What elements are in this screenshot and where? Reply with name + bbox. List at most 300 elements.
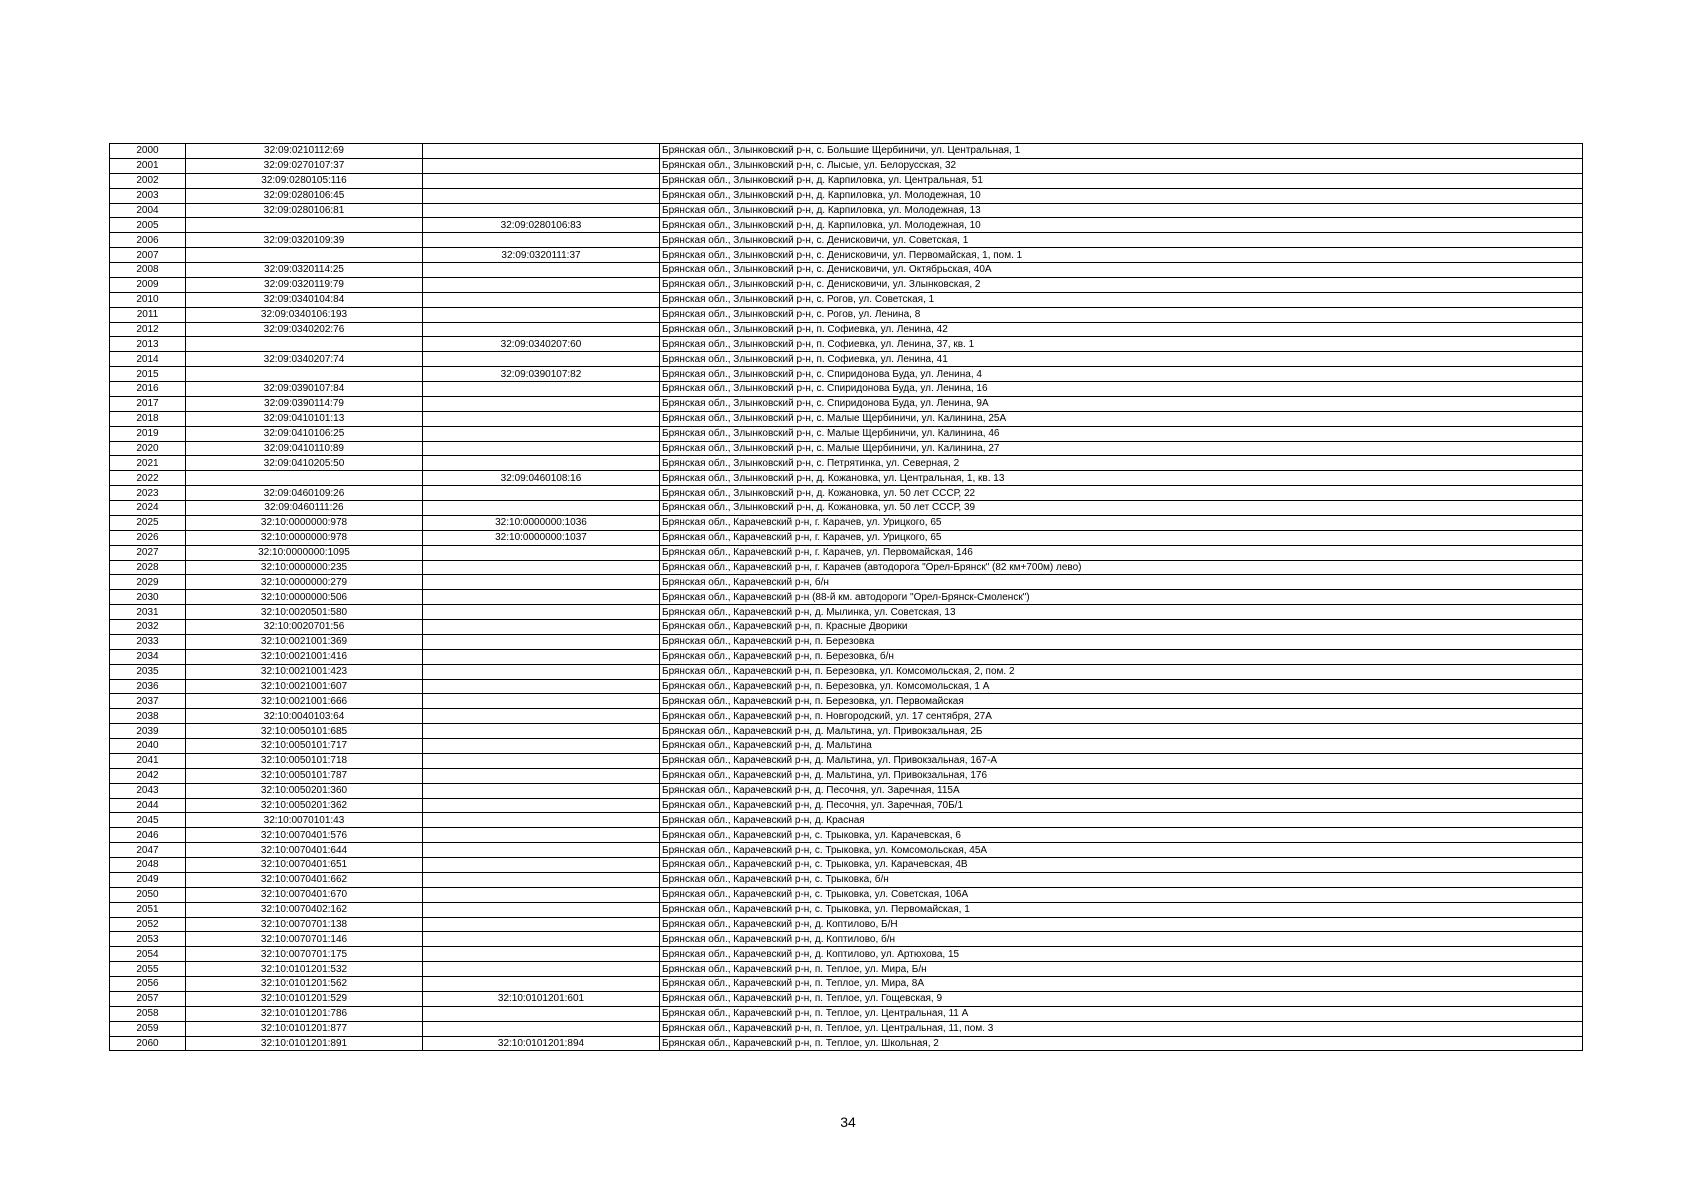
cadastral-number-cell: 32:10:0050101:685 — [186, 724, 423, 739]
object-number-cell — [423, 575, 660, 590]
object-number-cell: 32:10:0000000:1036 — [423, 515, 660, 530]
cadastral-number-cell: 32:09:0270107:37 — [186, 158, 423, 173]
row-number-cell: 2051 — [110, 902, 186, 917]
address-cell: Брянская обл., Карачевский р-н, п. Березовка, ул. Первомайская — [660, 694, 1583, 709]
cadastral-number-cell: 32:10:0021001:416 — [186, 649, 423, 664]
cadastral-number-cell: 32:10:0021001:666 — [186, 694, 423, 709]
object-number-cell — [423, 798, 660, 813]
address-cell: Брянская обл., Карачевский р-н, г. Карачев, ул. Урицкого, 65 — [660, 530, 1583, 545]
row-number-cell: 2024 — [110, 501, 186, 516]
address-cell: Брянская обл., Карачевский р-н, п. Красные Дворики — [660, 620, 1583, 635]
object-number-cell — [423, 649, 660, 664]
cadastral-number-cell: 32:09:0340104:84 — [186, 292, 423, 307]
table-row — [110, 456, 1583, 471]
page-number: 34 — [840, 1114, 856, 1130]
address-cell: Брянская обл., Злынковский р-н, д. Карпиловка, ул. Молодежная, 13 — [660, 203, 1583, 218]
cadastral-number-cell: 32:10:0050101:718 — [186, 753, 423, 768]
object-number-cell — [423, 158, 660, 173]
table-row — [110, 932, 1583, 947]
address-cell: Брянская обл., Карачевский р-н, п. Теплое, ул. Гощевская, 9 — [660, 991, 1583, 1006]
cadastral-number-cell: 32:09:0280106:81 — [186, 203, 423, 218]
cadastral-number-cell: 32:10:0101201:786 — [186, 1006, 423, 1021]
cadastral-number-cell — [186, 248, 423, 263]
table-row — [110, 679, 1583, 694]
table-row — [110, 768, 1583, 783]
object-number-cell — [423, 783, 660, 798]
object-number-cell — [423, 173, 660, 188]
row-number-cell: 2054 — [110, 947, 186, 962]
address-cell: Брянская обл., Карачевский р-н, п. Теплое, ул. Центральная, 11, пом. 3 — [660, 1021, 1583, 1036]
object-number-cell: 32:09:0280106:83 — [423, 218, 660, 233]
object-number-cell — [423, 322, 660, 337]
address-cell: Брянская обл., Карачевский р-н, п. Теплое, ул. Мира, 8А — [660, 977, 1583, 992]
row-number-cell: 2038 — [110, 709, 186, 724]
cadastral-number-cell: 32:09:0390107:84 — [186, 382, 423, 397]
cadastral-number-cell: 32:10:0000000:279 — [186, 575, 423, 590]
table-row — [110, 694, 1583, 709]
row-number-cell: 2058 — [110, 1006, 186, 1021]
object-number-cell — [423, 709, 660, 724]
table-row — [110, 590, 1583, 605]
object-number-cell — [423, 456, 660, 471]
row-number-cell: 2055 — [110, 962, 186, 977]
table-row — [110, 173, 1583, 188]
cadastral-number-cell: 32:09:0280105:116 — [186, 173, 423, 188]
address-cell: Брянская обл., Карачевский р-н, д. Коптилово, б/н — [660, 932, 1583, 947]
object-number-cell — [423, 664, 660, 679]
address-cell: Брянская обл., Карачевский р-н, г. Карачев (автодорога "Орел-Брянск" (82 км+700м) лево) — [660, 560, 1583, 575]
table-row — [110, 724, 1583, 739]
cadastral-number-cell: 32:09:0320114:25 — [186, 263, 423, 278]
row-number-cell: 2006 — [110, 233, 186, 248]
row-number-cell: 2060 — [110, 1036, 186, 1051]
address-cell: Брянская обл., Злынковский р-н, д. Кожановка, ул. Центральная, 1, кв. 13 — [660, 471, 1583, 486]
table-row — [110, 233, 1583, 248]
cadastral-number-cell: 32:10:0000000:978 — [186, 530, 423, 545]
row-number-cell: 2007 — [110, 248, 186, 263]
cadastral-number-cell: 32:10:0050101:717 — [186, 739, 423, 754]
cadastral-number-cell: 32:09:0410101:13 — [186, 411, 423, 426]
object-number-cell — [423, 813, 660, 828]
cadastral-number-cell: 32:09:0410110:89 — [186, 441, 423, 456]
table-row — [110, 396, 1583, 411]
cadastral-number-cell — [186, 367, 423, 382]
table-row — [110, 292, 1583, 307]
address-cell: Брянская обл., Карачевский р-н, с. Трыковка, ул. Комсомольская, 45А — [660, 843, 1583, 858]
object-number-cell — [423, 902, 660, 917]
table-row — [110, 367, 1583, 382]
object-number-cell: 32:10:0101201:601 — [423, 991, 660, 1006]
address-cell: Брянская обл., Злынковский р-н, д. Карпиловка, ул. Молодежная, 10 — [660, 218, 1583, 233]
table-row — [110, 753, 1583, 768]
row-number-cell: 2044 — [110, 798, 186, 813]
object-number-cell — [423, 917, 660, 932]
row-number-cell: 2029 — [110, 575, 186, 590]
address-cell: Брянская обл., Злынковский р-н, д. Карпиловка, ул. Центральная, 51 — [660, 173, 1583, 188]
address-cell: Брянская обл., Карачевский р-н, д. Мальтина, ул. Привокзальная, 2Б — [660, 724, 1583, 739]
address-cell: Брянская обл., Злынковский р-н, с. Рогов, ул. Ленина, 8 — [660, 307, 1583, 322]
address-cell: Брянская обл., Злынковский р-н, с. Денисковичи, ул. Октябрьская, 40А — [660, 263, 1583, 278]
row-number-cell: 2004 — [110, 203, 186, 218]
table-row — [110, 158, 1583, 173]
object-number-cell — [423, 263, 660, 278]
row-number-cell: 2040 — [110, 739, 186, 754]
cadastral-number-cell: 32:10:0070701:146 — [186, 932, 423, 947]
table-row — [110, 575, 1583, 590]
address-cell: Брянская обл., Карачевский р-н, с. Трыковка, ул. Первомайская, 1 — [660, 902, 1583, 917]
cadastral-number-cell: 32:10:0000000:506 — [186, 590, 423, 605]
object-number-cell — [423, 560, 660, 575]
table-row — [110, 188, 1583, 203]
object-number-cell — [423, 694, 660, 709]
cadastral-number-cell: 32:09:0340207:74 — [186, 352, 423, 367]
table-row — [110, 471, 1583, 486]
table-row — [110, 263, 1583, 278]
row-number-cell: 2017 — [110, 396, 186, 411]
object-number-cell — [423, 679, 660, 694]
address-cell: Брянская обл., Карачевский р-н, п. Теплое, ул. Школьная, 2 — [660, 1036, 1583, 1051]
cadastral-number-cell: 32:10:0070401:651 — [186, 858, 423, 873]
row-number-cell: 2018 — [110, 411, 186, 426]
address-cell: Брянская обл., Злынковский р-н, д. Кожановка, ул. 50 лет СССР, 22 — [660, 486, 1583, 501]
row-number-cell: 2032 — [110, 620, 186, 635]
object-number-cell — [423, 977, 660, 992]
address-cell: Брянская обл., Злынковский р-н, п. Софиевка, ул. Ленина, 42 — [660, 322, 1583, 337]
row-number-cell: 2034 — [110, 649, 186, 664]
table-row — [110, 902, 1583, 917]
table-row — [110, 828, 1583, 843]
row-number-cell: 2046 — [110, 828, 186, 843]
table-row — [110, 709, 1583, 724]
table-row — [110, 947, 1583, 962]
cadastral-number-cell: 32:10:0070701:175 — [186, 947, 423, 962]
cadastral-number-cell: 32:09:0280106:45 — [186, 188, 423, 203]
cadastral-number-cell — [186, 471, 423, 486]
row-number-cell: 2011 — [110, 307, 186, 322]
address-cell: Брянская обл., Злынковский р-н, с. Малые Щербиничи, ул. Калинина, 25А — [660, 411, 1583, 426]
address-cell: Брянская обл., Злынковский р-н, п. Софиевка, ул. Ленина, 37, кв. 1 — [660, 337, 1583, 352]
address-cell: Брянская обл., Злынковский р-н, с. Спиридонова Буда, ул. Ленина, 9А — [660, 396, 1583, 411]
cadastral-number-cell — [186, 218, 423, 233]
object-number-cell — [423, 858, 660, 873]
object-number-cell: 32:09:0460108:16 — [423, 471, 660, 486]
object-number-cell — [423, 188, 660, 203]
object-number-cell — [423, 962, 660, 977]
address-cell: Брянская обл., Карачевский р-н, д. Мальтина, ул. Привокзальная, 176 — [660, 768, 1583, 783]
address-cell: Брянская обл., Злынковский р-н, с. Спиридонова Буда, ул. Ленина, 16 — [660, 382, 1583, 397]
cadastral-number-cell: 32:09:0340202:76 — [186, 322, 423, 337]
object-number-cell — [423, 947, 660, 962]
object-number-cell — [423, 382, 660, 397]
address-cell: Брянская обл., Карачевский р-н, д. Коптилово, Б/Н — [660, 917, 1583, 932]
table-row — [110, 977, 1583, 992]
row-number-cell: 2035 — [110, 664, 186, 679]
row-number-cell: 2043 — [110, 783, 186, 798]
cadastral-number-cell: 32:09:0410106:25 — [186, 426, 423, 441]
object-number-cell — [423, 277, 660, 292]
object-number-cell — [423, 828, 660, 843]
cadastral-number-cell: 32:10:0101201:532 — [186, 962, 423, 977]
object-number-cell — [423, 307, 660, 322]
object-number-cell — [423, 233, 660, 248]
table-row — [110, 426, 1583, 441]
object-number-cell — [423, 753, 660, 768]
address-cell: Брянская обл., Злынковский р-н, с. Рогов, ул. Советская, 1 — [660, 292, 1583, 307]
cadastral-number-cell: 32:10:0040103:64 — [186, 709, 423, 724]
cadastral-number-cell: 32:09:0320109:39 — [186, 233, 423, 248]
object-number-cell — [423, 605, 660, 620]
row-number-cell: 2005 — [110, 218, 186, 233]
row-number-cell: 2028 — [110, 560, 186, 575]
object-number-cell: 32:09:0320111:37 — [423, 248, 660, 263]
cadastral-number-cell: 32:10:0101201:529 — [186, 991, 423, 1006]
object-number-cell — [423, 843, 660, 858]
row-number-cell: 2039 — [110, 724, 186, 739]
table-row — [110, 858, 1583, 873]
address-cell: Брянская обл., Карачевский р-н, д. Мылинка, ул. Советская, 13 — [660, 605, 1583, 620]
row-number-cell: 2056 — [110, 977, 186, 992]
table-row — [110, 501, 1583, 516]
address-cell: Брянская обл., Карачевский р-н, с. Трыковка, ул. Карачевская, 4В — [660, 858, 1583, 873]
address-cell: Брянская обл., Карачевский р-н, п. Теплое, ул. Мира, Б/н — [660, 962, 1583, 977]
cadastral-number-cell: 32:10:0020501:580 — [186, 605, 423, 620]
object-number-cell — [423, 411, 660, 426]
table-row — [110, 634, 1583, 649]
object-number-cell — [423, 590, 660, 605]
table-row — [110, 887, 1583, 902]
table-row — [110, 1036, 1583, 1051]
cadastral-number-cell: 32:10:0101201:891 — [186, 1036, 423, 1051]
address-cell: Брянская обл., Злынковский р-н, с. Денисковичи, ул. Первомайская, 1, пом. 1 — [660, 248, 1583, 263]
cadastral-number-cell: 32:10:0021001:607 — [186, 679, 423, 694]
row-number-cell: 2009 — [110, 277, 186, 292]
object-number-cell — [423, 441, 660, 456]
row-number-cell: 2030 — [110, 590, 186, 605]
address-cell: Брянская обл., Злынковский р-н, с. Петрятинка, ул. Северная, 2 — [660, 456, 1583, 471]
object-number-cell — [423, 203, 660, 218]
address-cell: Брянская обл., Злынковский р-н, д. Кожановка, ул. 50 лет СССР, 39 — [660, 501, 1583, 516]
table-row — [110, 277, 1583, 292]
cadastral-number-cell: 32:09:0460111:26 — [186, 501, 423, 516]
row-number-cell: 2022 — [110, 471, 186, 486]
table-row — [110, 515, 1583, 530]
row-number-cell: 2045 — [110, 813, 186, 828]
address-cell: Брянская обл., Злынковский р-н, п. Софиевка, ул. Ленина, 41 — [660, 352, 1583, 367]
address-cell: Брянская обл., Карачевский р-н, с. Трыковка, ул. Карачевская, 6 — [660, 828, 1583, 843]
table-row — [110, 382, 1583, 397]
address-cell: Брянская обл., Карачевский р-н, п. Теплое, ул. Центральная, 11 А — [660, 1006, 1583, 1021]
table-row — [110, 144, 1583, 159]
row-number-cell: 2036 — [110, 679, 186, 694]
address-cell: Брянская обл., Злынковский р-н, с. Денисковичи, ул. Злынковская, 2 — [660, 277, 1583, 292]
object-number-cell — [423, 932, 660, 947]
cadastral-number-cell: 32:10:0000000:1095 — [186, 545, 423, 560]
table-row — [110, 1021, 1583, 1036]
object-number-cell — [423, 352, 660, 367]
address-cell: Брянская обл., Карачевский р-н, д. Песочня, ул. Заречная, 70Б/1 — [660, 798, 1583, 813]
cadastral-number-cell: 32:10:0070401:662 — [186, 872, 423, 887]
cadastral-number-cell: 32:10:0070701:138 — [186, 917, 423, 932]
object-number-cell: 32:09:0340207:60 — [423, 337, 660, 352]
row-number-cell: 2019 — [110, 426, 186, 441]
object-number-cell — [423, 486, 660, 501]
table-row — [110, 218, 1583, 233]
row-number-cell: 2031 — [110, 605, 186, 620]
table-row — [110, 917, 1583, 932]
row-number-cell: 2000 — [110, 144, 186, 159]
address-cell: Брянская обл., Карачевский р-н, д. Песочня, ул. Заречная, 115А — [660, 783, 1583, 798]
table-row — [110, 962, 1583, 977]
address-cell: Брянская обл., Карачевский р-н, п. Березовка, б/н — [660, 649, 1583, 664]
row-number-cell: 2010 — [110, 292, 186, 307]
row-number-cell: 2053 — [110, 932, 186, 947]
row-number-cell: 2042 — [110, 768, 186, 783]
row-number-cell: 2025 — [110, 515, 186, 530]
table-row — [110, 649, 1583, 664]
row-number-cell: 2041 — [110, 753, 186, 768]
cadastral-number-cell: 32:10:0101201:877 — [186, 1021, 423, 1036]
cadastral-number-cell: 32:10:0021001:423 — [186, 664, 423, 679]
cadastral-number-cell: 32:09:0340106:193 — [186, 307, 423, 322]
table-row — [110, 664, 1583, 679]
address-cell: Брянская обл., Злынковский р-н, с. Спиридонова Буда, ул. Ленина, 4 — [660, 367, 1583, 382]
object-number-cell — [423, 1006, 660, 1021]
address-cell: Брянская обл., Карачевский р-н, п. Березовка, ул. Комсомольская, 2, пом. 2 — [660, 664, 1583, 679]
address-cell: Брянская обл., Карачевский р-н, д. Красная — [660, 813, 1583, 828]
address-cell: Брянская обл., Карачевский р-н, с. Трыковка, б/н — [660, 872, 1583, 887]
cadastral-number-cell: 32:10:0020701:56 — [186, 620, 423, 635]
table-body — [110, 144, 1583, 1051]
address-cell: Брянская обл., Карачевский р-н, д. Мальтина — [660, 739, 1583, 754]
cadastral-number-cell: 32:10:0050201:362 — [186, 798, 423, 813]
cadastral-number-cell: 32:09:0390114:79 — [186, 396, 423, 411]
row-number-cell: 2050 — [110, 887, 186, 902]
row-number-cell: 2026 — [110, 530, 186, 545]
object-number-cell — [423, 1021, 660, 1036]
table-row — [110, 322, 1583, 337]
table-row — [110, 203, 1583, 218]
cadastral-number-cell: 32:10:0050101:787 — [186, 768, 423, 783]
address-cell: Брянская обл., Карачевский р-н, д. Коптилово, ул. Артюхова, 15 — [660, 947, 1583, 962]
row-number-cell: 2023 — [110, 486, 186, 501]
row-number-cell: 2037 — [110, 694, 186, 709]
address-cell: Брянская обл., Злынковский р-н, с. Малые Щербиничи, ул. Калинина, 27 — [660, 441, 1583, 456]
address-cell: Брянская обл., Карачевский р-н, п. Новгородский, ул. 17 сентября, 27А — [660, 709, 1583, 724]
land-registry-table — [109, 143, 1583, 1051]
object-number-cell: 32:10:0101201:894 — [423, 1036, 660, 1051]
address-cell: Брянская обл., Карачевский р-н, п. Березовка — [660, 634, 1583, 649]
table-row — [110, 620, 1583, 635]
object-number-cell — [423, 501, 660, 516]
object-number-cell — [423, 292, 660, 307]
object-number-cell — [423, 768, 660, 783]
object-number-cell — [423, 620, 660, 635]
object-number-cell — [423, 872, 660, 887]
address-cell: Брянская обл., Карачевский р-н, д. Мальтина, ул. Привокзальная, 167-А — [660, 753, 1583, 768]
cadastral-number-cell: 32:10:0070401:644 — [186, 843, 423, 858]
table-row — [110, 843, 1583, 858]
cadastral-number-cell: 32:09:0410205:50 — [186, 456, 423, 471]
object-number-cell — [423, 144, 660, 159]
row-number-cell: 2015 — [110, 367, 186, 382]
row-number-cell: 2052 — [110, 917, 186, 932]
cadastral-number-cell: 32:09:0320119:79 — [186, 277, 423, 292]
cadastral-number-cell: 32:10:0070402:162 — [186, 902, 423, 917]
row-number-cell: 2021 — [110, 456, 186, 471]
table-row — [110, 352, 1583, 367]
cadastral-number-cell: 32:09:0460109:26 — [186, 486, 423, 501]
row-number-cell: 2048 — [110, 858, 186, 873]
address-cell: Брянская обл., Злынковский р-н, с. Денисковичи, ул. Советская, 1 — [660, 233, 1583, 248]
address-cell: Брянская обл., Злынковский р-н, с. Большие Щербиничи, ул. Центральная, 1 — [660, 144, 1583, 159]
row-number-cell: 2008 — [110, 263, 186, 278]
address-cell: Брянская обл., Карачевский р-н, б/н — [660, 575, 1583, 590]
object-number-cell: 32:09:0390107:82 — [423, 367, 660, 382]
table-row — [110, 307, 1583, 322]
table-row — [110, 248, 1583, 263]
cadastral-number-cell: 32:10:0070101:43 — [186, 813, 423, 828]
row-number-cell: 2003 — [110, 188, 186, 203]
table-row — [110, 441, 1583, 456]
object-number-cell: 32:10:0000000:1037 — [423, 530, 660, 545]
row-number-cell: 2020 — [110, 441, 186, 456]
table-row — [110, 872, 1583, 887]
table-row — [110, 783, 1583, 798]
address-cell: Брянская обл., Злынковский р-н, с. Малые Щербиничи, ул. Калинина, 46 — [660, 426, 1583, 441]
row-number-cell: 2049 — [110, 872, 186, 887]
row-number-cell: 2014 — [110, 352, 186, 367]
address-cell: Брянская обл., Карачевский р-н (88-й км. автодороги "Орел-Брянск-Смоленск") — [660, 590, 1583, 605]
table-row — [110, 798, 1583, 813]
row-number-cell: 2002 — [110, 173, 186, 188]
table-row — [110, 1006, 1583, 1021]
object-number-cell — [423, 739, 660, 754]
table-row — [110, 605, 1583, 620]
object-number-cell — [423, 545, 660, 560]
object-number-cell — [423, 887, 660, 902]
row-number-cell: 2001 — [110, 158, 186, 173]
cadastral-number-cell: 32:10:0050201:360 — [186, 783, 423, 798]
object-number-cell — [423, 634, 660, 649]
row-number-cell: 2027 — [110, 545, 186, 560]
cadastral-number-cell: 32:10:0070401:670 — [186, 887, 423, 902]
row-number-cell: 2012 — [110, 322, 186, 337]
cadastral-number-cell — [186, 337, 423, 352]
table-row — [110, 530, 1583, 545]
address-cell: Брянская обл., Карачевский р-н, с. Трыковка, ул. Советская, 106А — [660, 887, 1583, 902]
table-row — [110, 545, 1583, 560]
row-number-cell: 2047 — [110, 843, 186, 858]
cadastral-number-cell: 32:10:0021001:369 — [186, 634, 423, 649]
table-row — [110, 991, 1583, 1006]
row-number-cell: 2016 — [110, 382, 186, 397]
object-number-cell — [423, 724, 660, 739]
row-number-cell: 2013 — [110, 337, 186, 352]
row-number-cell: 2059 — [110, 1021, 186, 1036]
table-row — [110, 813, 1583, 828]
row-number-cell: 2057 — [110, 991, 186, 1006]
table-row — [110, 560, 1583, 575]
address-cell: Брянская обл., Карачевский р-н, г. Карачев, ул. Урицкого, 65 — [660, 515, 1583, 530]
table-row — [110, 486, 1583, 501]
object-number-cell — [423, 426, 660, 441]
address-cell: Брянская обл., Злынковский р-н, д. Карпиловка, ул. Молодежная, 10 — [660, 188, 1583, 203]
table-row — [110, 739, 1583, 754]
cadastral-number-cell: 32:10:0000000:978 — [186, 515, 423, 530]
cadastral-number-cell: 32:10:0101201:562 — [186, 977, 423, 992]
address-cell: Брянская обл., Карачевский р-н, п. Березовка, ул. Комсомольская, 1 А — [660, 679, 1583, 694]
cadastral-number-cell: 32:09:0210112:69 — [186, 144, 423, 159]
